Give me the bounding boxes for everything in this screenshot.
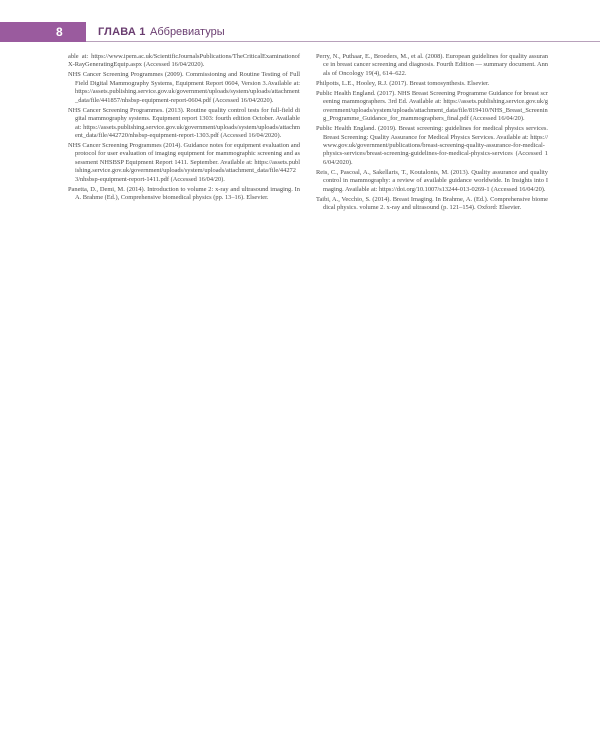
reference-item: Philpotts, L.E., Hooley, R.J. (2017). Breast tomosynthesis. Elsevier.: [316, 79, 490, 87]
page-number: 8: [0, 22, 86, 42]
reference-item: NHS Cancer Screening Programmes (2014). Guidance notes for equipment evaluation and protocol for user evaluation of imaging equipment for mammographic screening and assessment NHSBSP Equipment Report 1411. September. Available at: https://assets.publishing.service.gov.uk/government/uploads/system/uploads/attachment_data/file/442723/nhsbsp-equipment-report-1411.pdf (Accessed 16/04/20).: [68, 142, 300, 183]
reference-item: Public Health England. (2019). Breast screening: guidelines for medical physics services. Breast Screening: Quality Assurance for Medical Physics Services. Available at: https://www.gov.uk/government/publications/breast-screening-quality-assurance-for-medical-physics-services/breast-screening-guidelines-for-medical-physics-services (Accessed 16/04/2020).: [316, 125, 548, 166]
reference-item: Panetta, D., Demi, M. (2014). Introduction to volume 2: x-ray and ultrasound imaging. In A. Brahme (Ed.), Comprehensive biomedical physics (pp. 13–16). Elsevier.: [68, 185, 300, 202]
references-left-column: [68, 53, 300, 204]
reference-item: NHS Cancer Screening Programmes (2009). Commissioning and Routine Testing of Full Field Digital Mammography Systems, Equipment Report 0604, Version 3.Available at: https://assets.publishing.service.gov.uk/government/uploads/system/uploads/attachment_data/file/441857/nhsbsp-equipment-report-0604.pdf (Accessed 16/04/2020).: [68, 71, 300, 104]
running-header: [0, 22, 600, 42]
reference-item: Perry, N., Puthaar, E., Broeders, M., et al. (2008). European guidelines for quality assurance in breast cancer screening and diagnosis. Fourth Edition — summary document. Annals of Oncology 19(4), 614–622.: [316, 53, 548, 77]
reference-item: Taibi, A., Vecchio, S. (2014). Breast Imaging. In Brahme, A. (Ed.). Comprehensive biomedical physics. volume 2. x-ray and ultrasound (p. 121–154). Oxford: Elsevier.: [316, 195, 548, 212]
reference-item: Reis, C., Pascoal, A., Sakellaris, T., Koutalonis, M. (2013). Quality assurance and quality control in mammography: a review of available guidance worldwide. In Insights into Imaging. Available at: https://doi.org/10.1007/s13244-013-0269-1 (Accessed 16/04/20).: [316, 168, 548, 193]
references-right-column: [316, 53, 548, 214]
chapter-title: Аббревиатуры: [150, 26, 225, 38]
chapter-label: ГЛАВА 1: [98, 26, 146, 38]
reference-item: Public Health England. (2017). NHS Breast Screening Programme Guidance for breast screening mammographers. 3rd Ed. Available at: https://assets.publishing.service.gov.uk/government/uploads/system/uploads/attachment_data/file/819410/NHS_Breast_Screening_Programme_Guidance_for_mammographers_final.pdf (Accessed 16/04/20).: [316, 89, 548, 123]
reference-item: able at: https://www.ipem.ac.uk/ScientificJournalsPublications/TheCriticalExaminationofX-RayGeneratingEquip.aspx (Accessed 16/04/2020).: [68, 53, 300, 69]
header-rule: [86, 41, 600, 42]
reference-item: NHS Cancer Screening Programmes. (2013). Routine quality control tests for full-field digital mammography systems. Equipment report 1303: fourth edition October. Available at: https://assets.publishing.service.gov.uk/government/uploads/system/uploads/attachment_data/file/442720/nhsbsp-equipment-report-1303.pdf (Accessed 16/04/2020).: [68, 106, 300, 140]
